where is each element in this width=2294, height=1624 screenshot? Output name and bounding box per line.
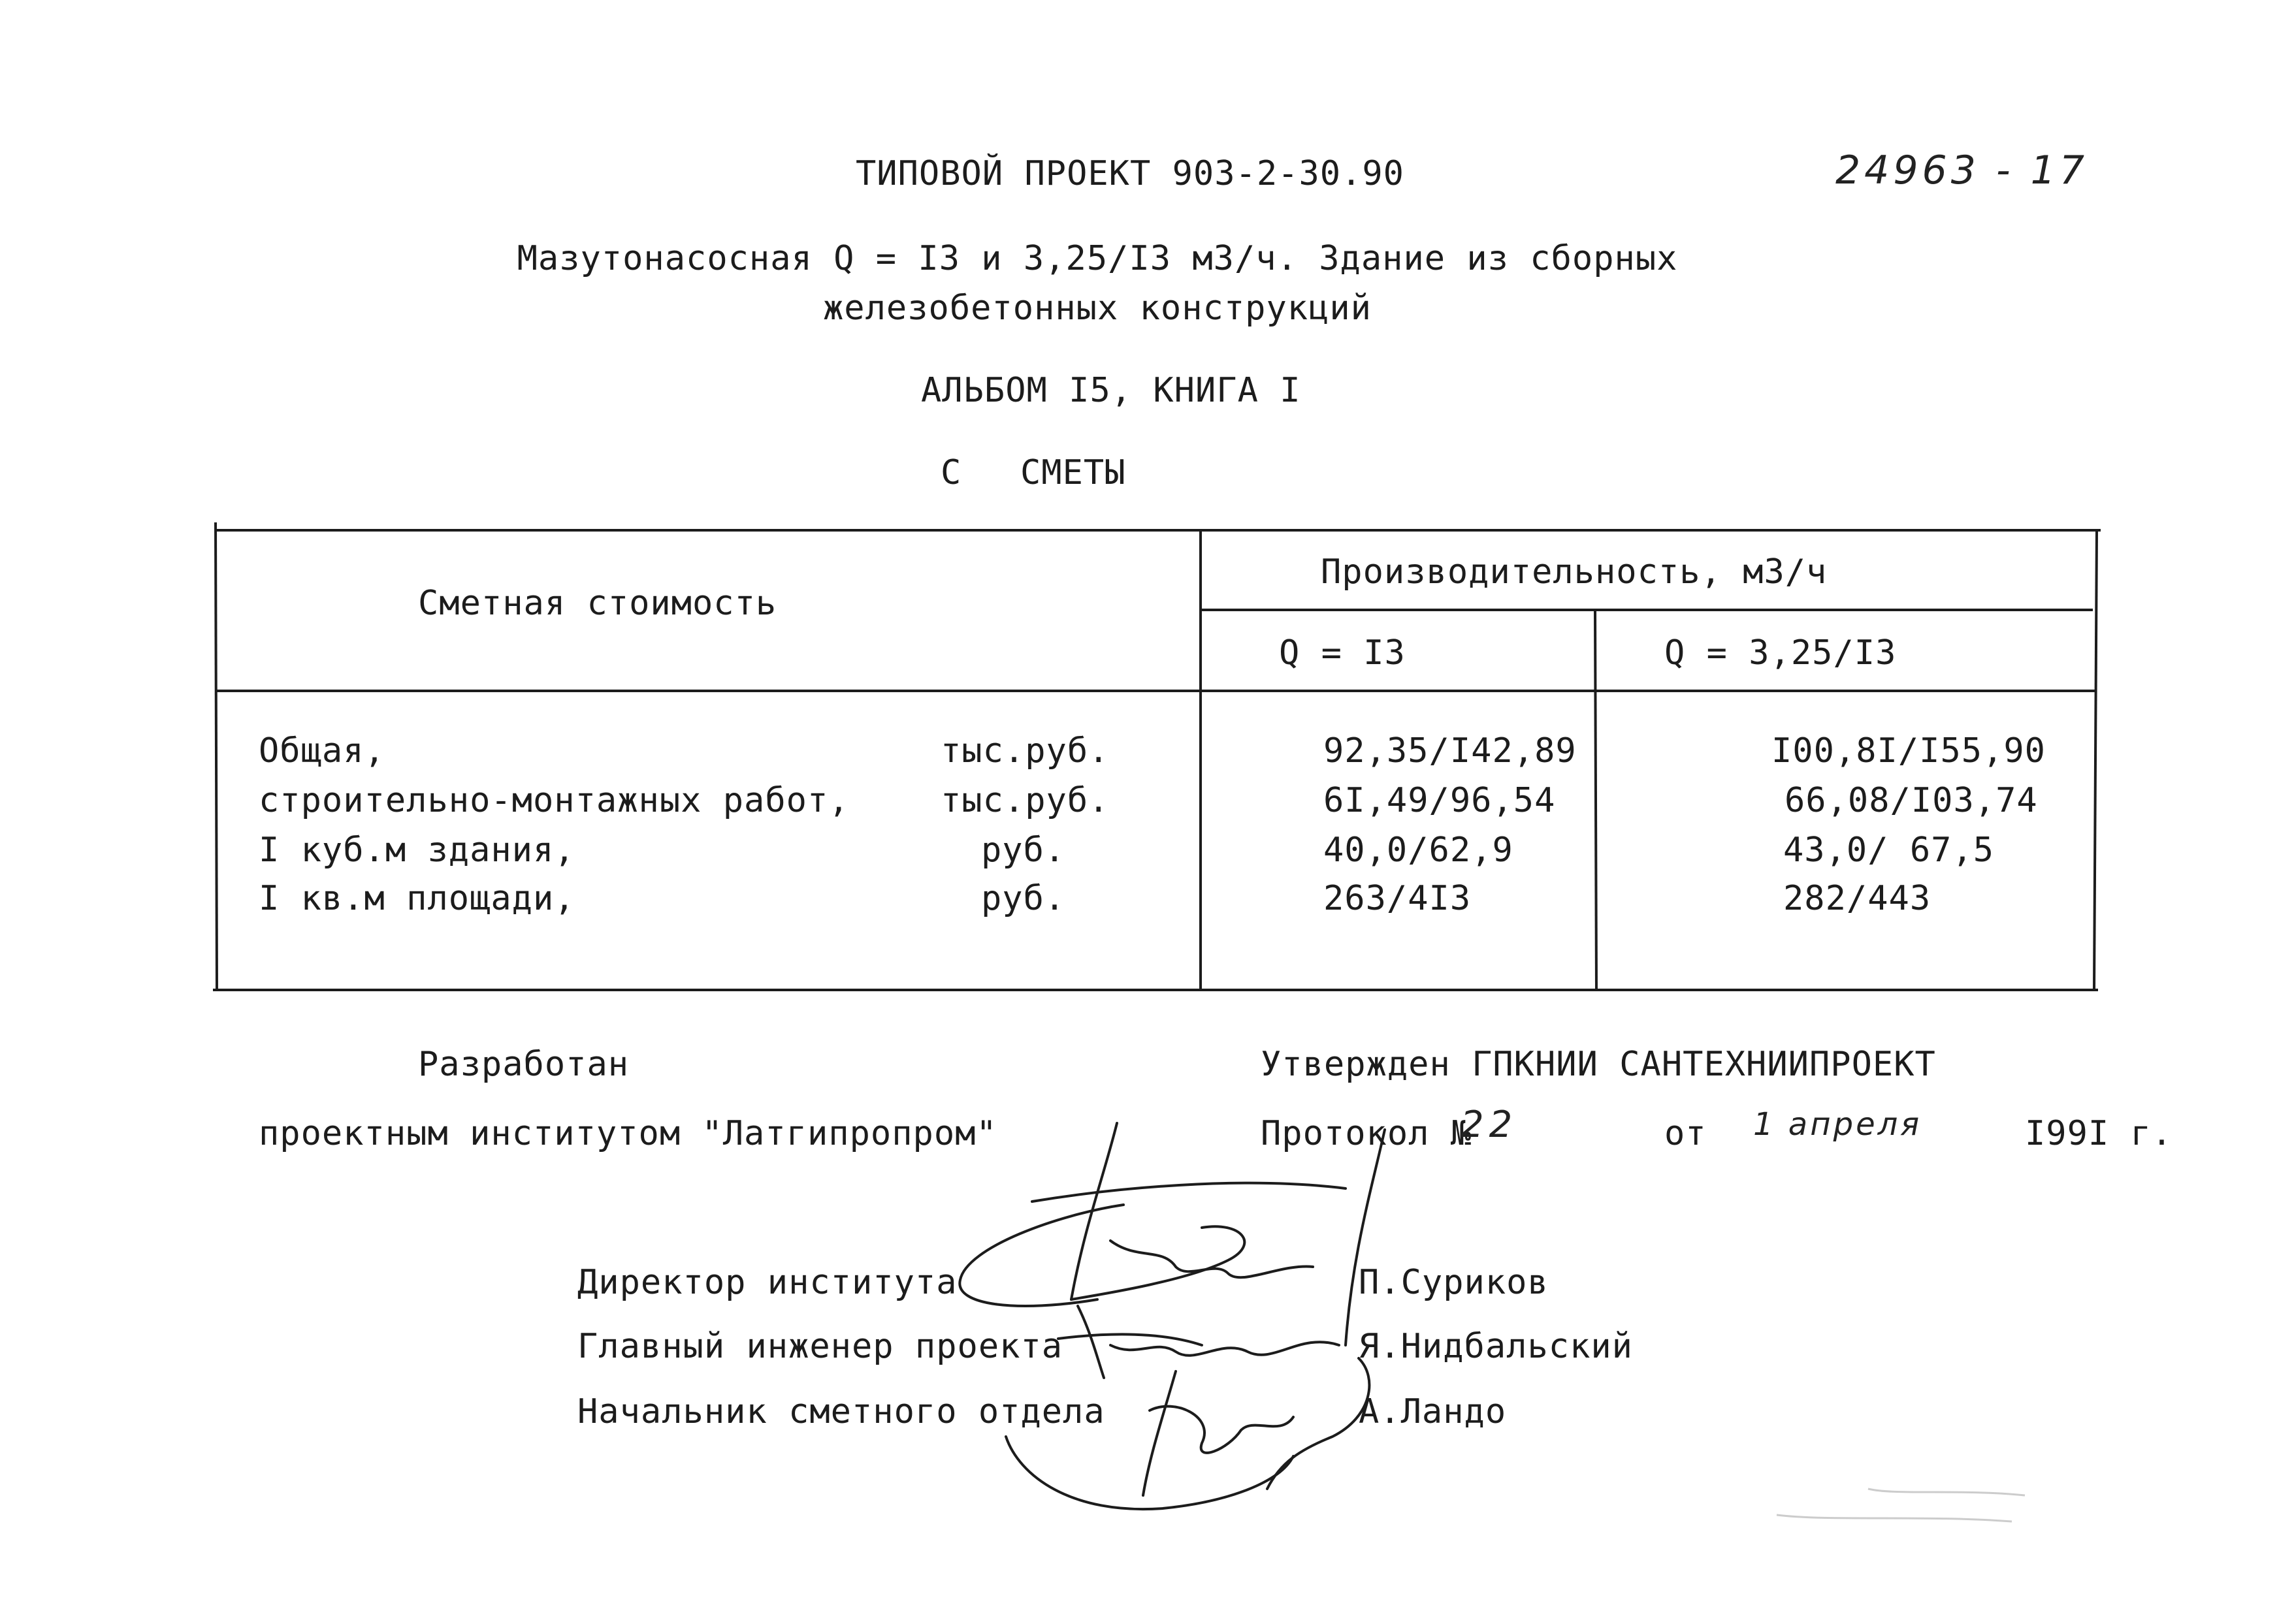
document-number: 24963 - 17 [1835, 148, 2089, 193]
header-q1: Q = I3 [1279, 633, 1406, 673]
row-label: строительно-монтажных работ, [259, 781, 850, 820]
row-value-q1: 40,0/62,9 [1323, 831, 1513, 870]
approved-label: Утвержден ГПКНИИ САНТЕХНИИПРОЕКТ [1261, 1045, 1936, 1084]
row-label: Общая, [259, 731, 385, 771]
section-title: СМЕТЫ [1020, 453, 1126, 492]
signature-role: Директор института [577, 1263, 958, 1302]
signature-role: Главный инженер проекта [577, 1327, 1063, 1366]
header-q2: Q = 3,25/I3 [1664, 633, 1897, 673]
row-value-q1: 263/4I3 [1323, 879, 1472, 918]
row-unit: тыс.руб. [941, 731, 1110, 771]
row-unit: руб. [981, 831, 1066, 870]
from-label: от [1664, 1114, 1707, 1153]
album-title: АЛЬБОМ I5, КНИГА I [921, 371, 1301, 410]
signature-role: Начальник сметного отдела [577, 1392, 1105, 1431]
row-value-q2: 282/443 [1783, 879, 1931, 918]
protocol-number: 22 [1461, 1104, 1518, 1146]
signature-name: А.Ландо [1359, 1392, 1507, 1431]
header-cost: Сметная стоимость [418, 584, 777, 623]
subtitle-line-1: Мазутонасосная Q = I3 и 3,25/I3 м3/ч. Здание из сборных [517, 239, 1678, 278]
developed-by: проектным институтом "Латгипропром" [259, 1114, 997, 1153]
protocol-label: Протокол № [1261, 1114, 1472, 1153]
header-capacity: Производительность, м3/ч [1321, 552, 1828, 592]
row-value-q1: 6I,49/96,54 [1323, 781, 1556, 820]
row-label: I кв.м площади, [259, 879, 575, 918]
signature-name: П.Суриков [1359, 1263, 1549, 1302]
row-value-q1: 92,35/I42,89 [1323, 731, 1577, 771]
signature-name: Я.Нидбальский [1359, 1327, 1633, 1366]
row-value-q2: 43,0/ 67,5 [1783, 831, 1995, 870]
developed-label: Разработан [418, 1045, 630, 1084]
row-label: I куб.м здания, [259, 831, 575, 870]
row-unit: тыс.руб. [941, 781, 1110, 820]
subtitle-line-2: железобетонных конструкций [823, 289, 1372, 328]
row-unit: руб. [981, 879, 1066, 918]
project-title: ТИПОВОЙ ПРОЕКТ 903-2-30.90 [856, 154, 1404, 193]
protocol-date: 1 апреля [1753, 1106, 1922, 1143]
protocol-year: I99I г. [2025, 1114, 2173, 1153]
section-letter: С [941, 453, 962, 492]
row-value-q2: 66,08/I03,74 [1785, 781, 2038, 820]
row-value-q2: I00,8I/I55,90 [1771, 731, 2046, 771]
